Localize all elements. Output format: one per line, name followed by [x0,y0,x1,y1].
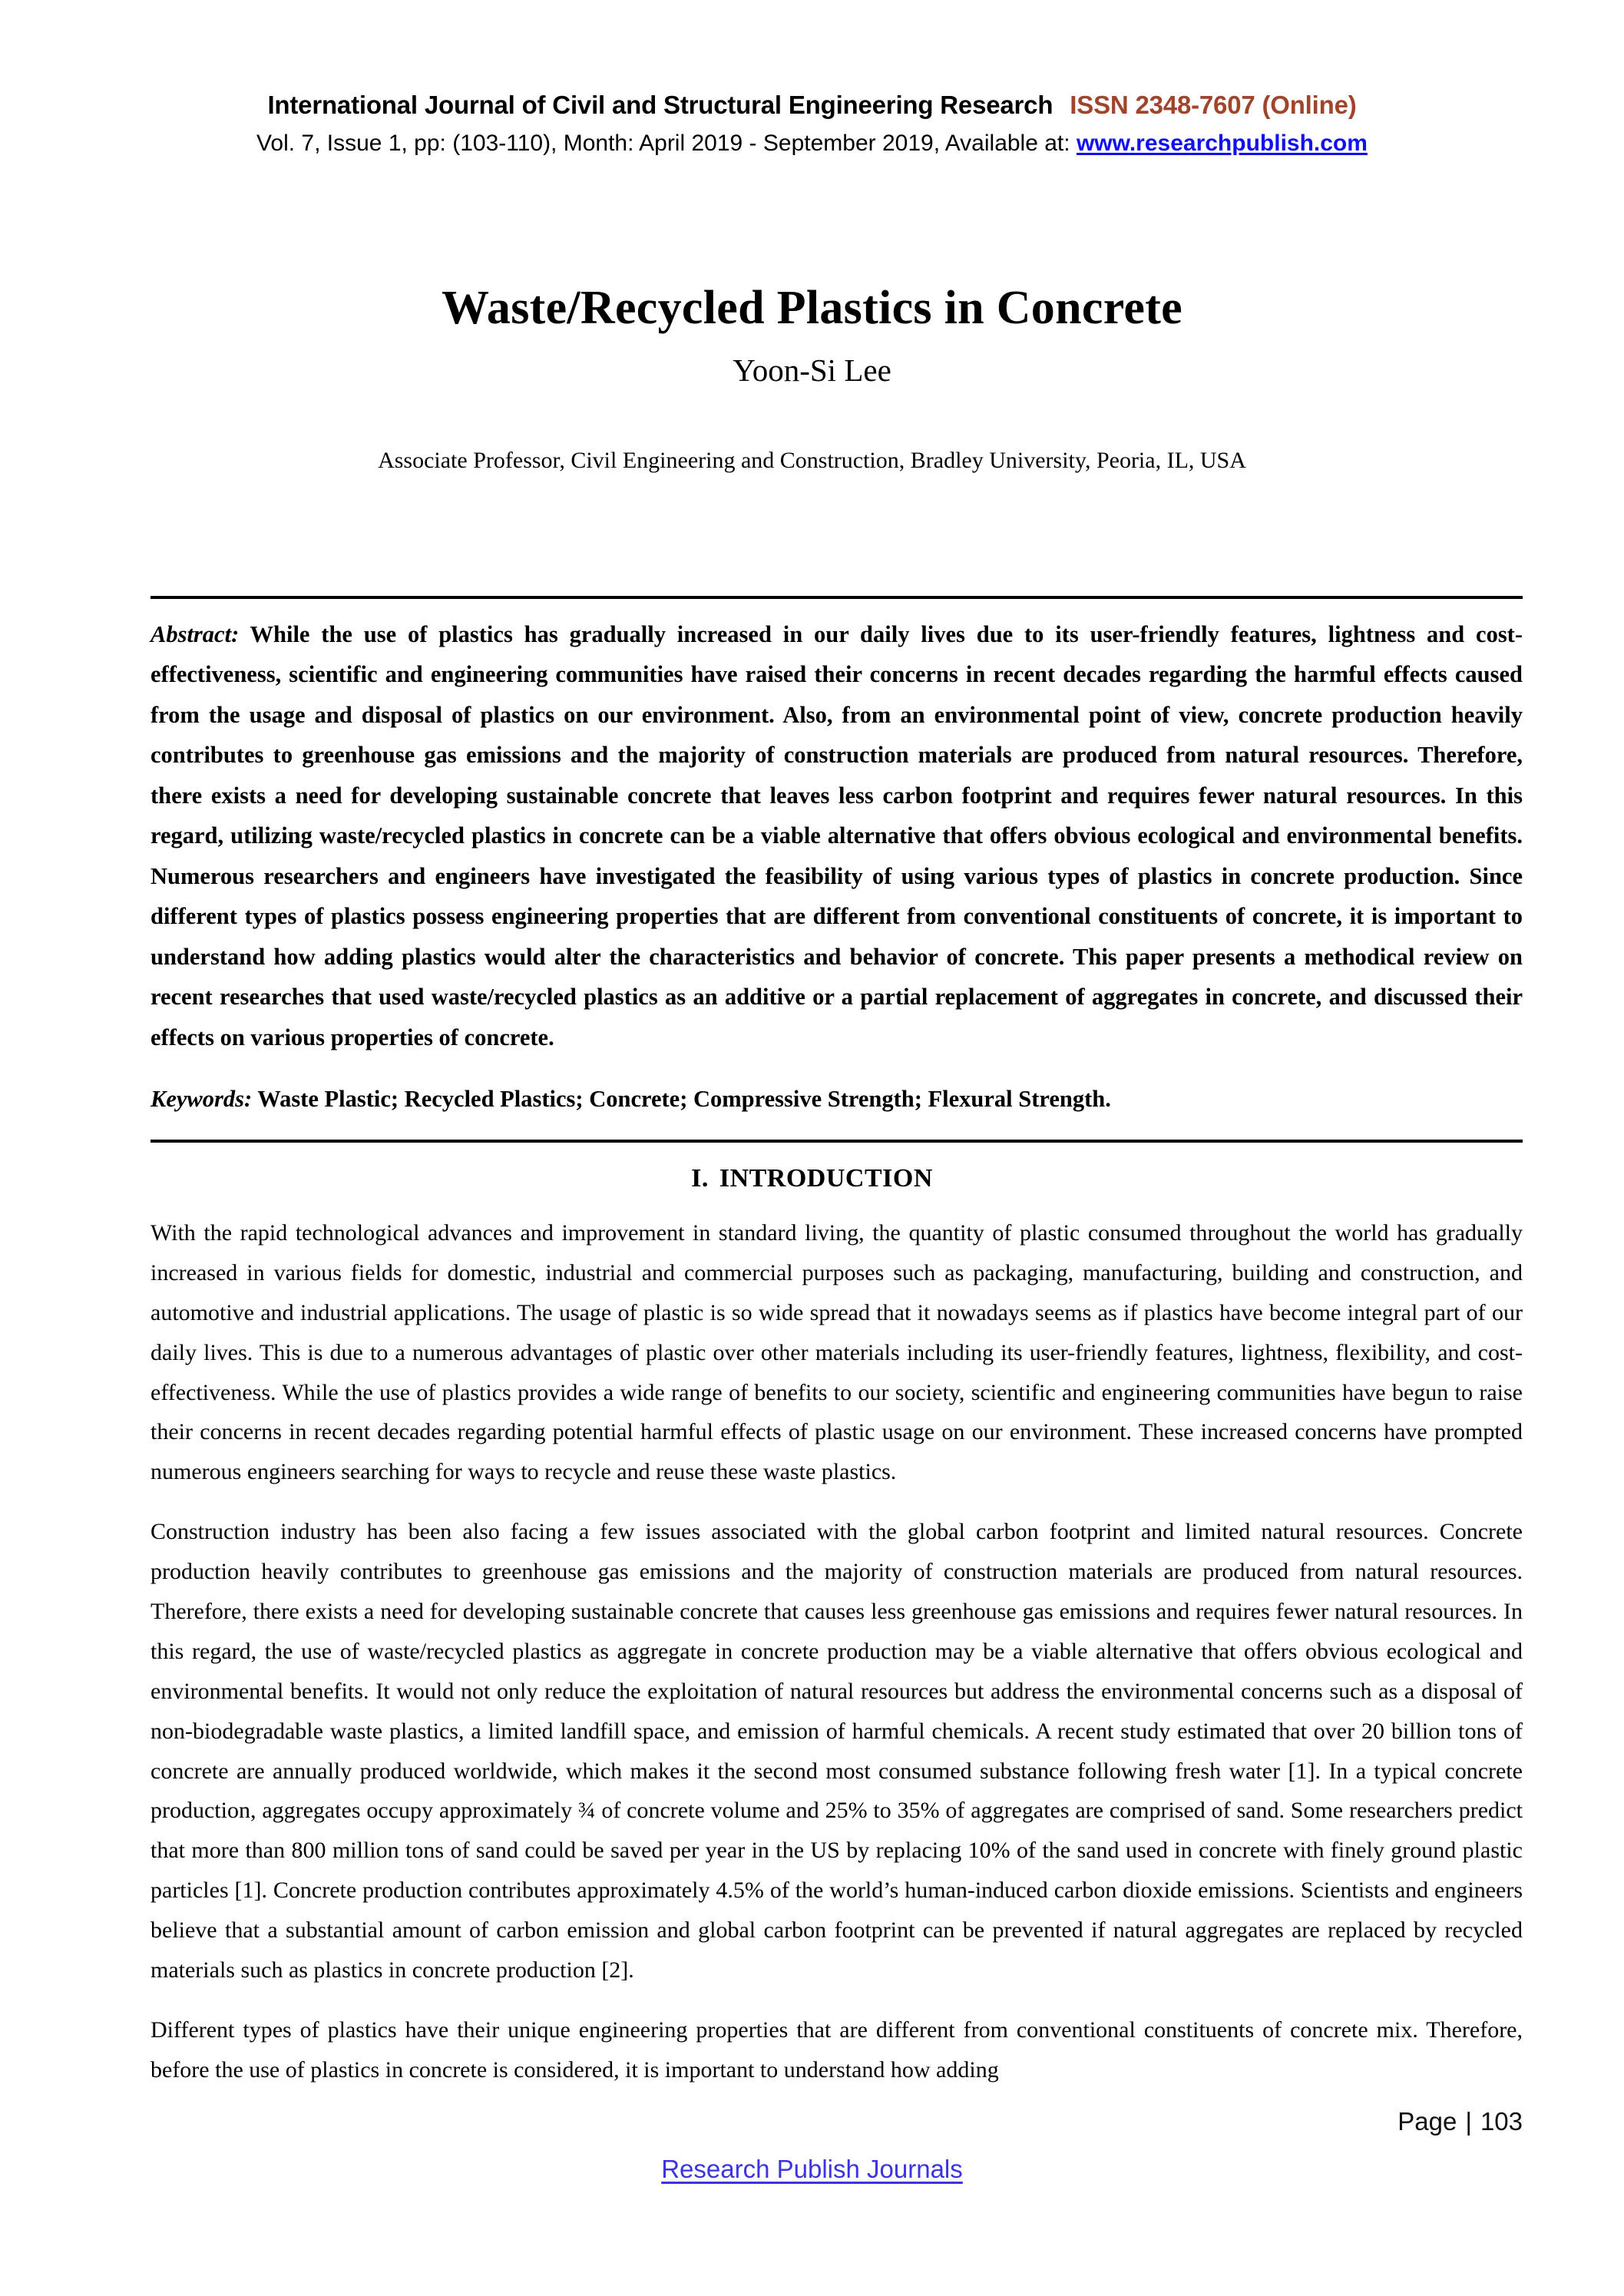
section-title: INTRODUCTION [719,1164,933,1193]
body-paragraph: With the rapid technological advances and improvement in standard living, the quantity of plastic consumed throughout the world has gradually increased in various fields for domestic, industrial and commercial purposes such as packaging, manufacturing, building and construction, and automotive and industrial applications. The usage of plastic is so wide spread that it nowadays seems as if plastics have become integral part of our daily lives. This is due to a numerous advantages of plastic over other materials including its user-friendly features, lightness, flexibility, and cost-effectiveness. While the use of plastics provides a wide range of benefits to our society, scientific and engineering communities have begun to raise their concerns in recent decades regarding potential harmful effects of plastic usage on our environment. These increased concerns have prompted numerous engineers searching for ways to recycle and reuse these waste plastics. [150,1220,1523,1485]
section-numeral: I. [691,1164,709,1193]
body-paragraph: Different types of plastics have their unique engineering properties that are different from conventional constituents of concrete mix. Therefore, before the use of plastics in concrete is considered, it is important to understand how adding [150,2016,1523,2083]
journal-masthead [0,88,1624,160]
abstract-label: Abstract: [150,621,240,647]
keywords-body: Waste Plastic; Recycled Plastics; Concrete; Compressive Strength; Flexural Strength. [252,1085,1111,1112]
journal-name: International Journal of Civil and Structural Engineering Research [267,91,1053,119]
keywords-paragraph [150,1080,1523,1118]
abstract-section [150,614,1523,1118]
page-label: Page [1397,2107,1457,2136]
abstract-bottom-divider [150,1140,1523,1143]
body-content [150,1213,1523,2090]
author-name: Yoon-Si Lee [733,352,891,388]
journal-website-link[interactable]: www.researchpublish.com [1076,130,1368,156]
abstract-top-divider [150,596,1523,599]
page-title: Waste/Recycled Plastics in Concrete [442,281,1182,334]
issn-label: ISSN 2348-7607 (Online) [1070,91,1357,119]
abstract-paragraph [150,614,1523,1057]
masthead-line-journal [0,88,1624,123]
page-number-footer [1397,2107,1523,2136]
keywords-label: Keywords: [150,1085,253,1112]
abstract-body: While the use of plastics has gradually increased in our daily lives due to its user-friendly features, lightness and cost-effectiveness, scientific and engineering communities have raised their concerns in recent decades regarding the harmful effects caused from the usage and disposal of plastics on our environment. Also, from an environmental point of view, concrete production heavily contributes to greenhouse gas emissions and the majority of construction materials are produced from natural resources. Therefore, there exists a need for developing sustainable concrete that leaves less carbon footprint and requires fewer natural resources. In this regard, utilizing waste/recycled plastics in concrete can be a viable alternative that offers obvious ecological and environmental benefits. Numerous researchers and engineers have investigated the feasibility of using various types of plastics in concrete production. Since different types of plastics possess engineering properties that are different from conventional constituents of concrete, it is important to understand how adding plastics would alter the characteristics and behavior of concrete. This paper presents a methodical review on recent researches that used waste/recycled plastics as an additive or a partial replacement of aggregates in concrete, and discussed their effects on various properties of concrete. [150,621,1523,1050]
body-paragraph: Construction industry has been also facing a few issues associated with the global carbon footprint and limited natural resources. Concrete production heavily contributes to greenhouse gas emissions and the majority of construction materials are produced from natural resources. Therefore, there exists a need for developing sustainable concrete that causes less greenhouse gas emissions and requires fewer natural resources. In this regard, the use of waste/recycled plastics as aggregate in concrete production may be a viable alternative that offers obvious ecological and environmental benefits. It would not only reduce the exploitation of natural resources but address the environmental concerns such as a disposal of non-biodegradable waste plastics, a limited landfill space, and emission of harmful chemicals. A recent study estimated that over 20 billion tons of concrete are annually produced worldwide, which makes it the second most consumed substance following fresh water [1]. In a typical concrete production, aggregates occupy approximately ¾ of concrete volume and 25% to 35% of aggregates are comprised of sand. Some researchers predict that more than 800 million tons of sand could be saved per year in the US by replacing 10% of the sand used in concrete with finely ground plastic particles [1]. Concrete production contributes approximately 4.5% of the world’s human-induced carbon dioxide emissions. Scientists and engineers believe that a substantial amount of carbon emission and global carbon footprint can be prevented if natural aggregates are replaced by recycled materials such as plastics in concrete production [2]. [150,1519,1523,1983]
publisher-footer-link[interactable]: Research Publish Journals [661,2155,963,2183]
author-affiliation: Associate Professor, Civil Engineering and Construction, Bradley University, Peoria, IL, USA [378,448,1246,473]
section-heading-introduction [0,1164,1624,1193]
masthead-line-volume [0,127,1624,160]
page-number-value: 103 [1480,2107,1523,2136]
volume-issue-info: Vol. 7, Issue 1, pp: (103-110), Month: April 2019 - September 2019, Available at: [256,130,1077,156]
page-separator: | [1465,2107,1472,2136]
